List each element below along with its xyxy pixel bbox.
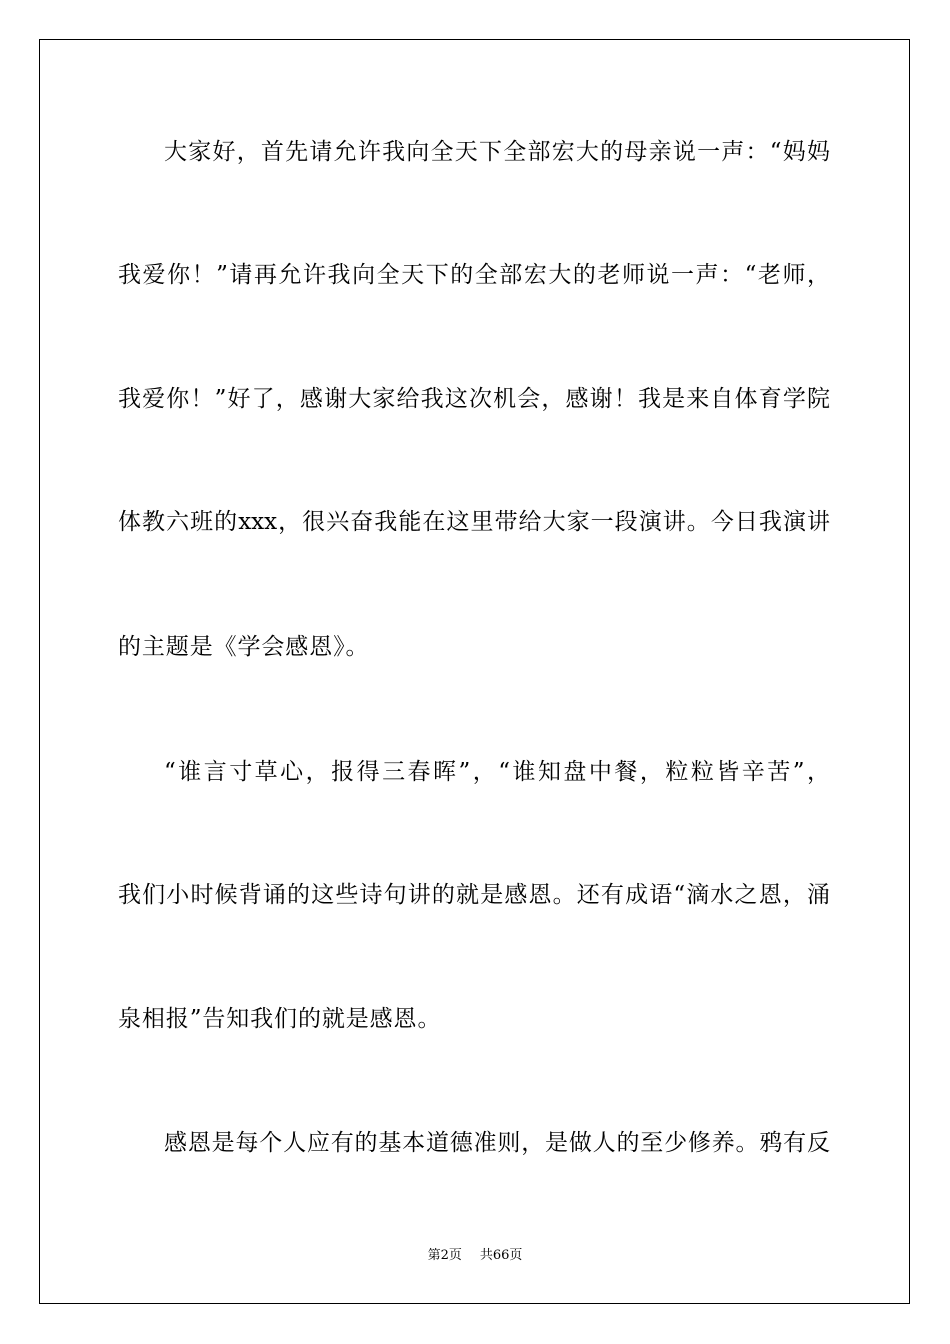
text-line-1: 大家好，首先请允许我向全天下全部宏大的母亲说一声：“妈妈 (164, 139, 830, 165)
page-footer (0, 1248, 950, 1264)
text-line-2: 我爱你！”请再允许我向全天下的全部宏大的老师说一声：“老师， (118, 262, 830, 288)
text-line-9: 感恩是每个人应有的基本道德准则，是做人的至少修养。鸦有反 (164, 1130, 830, 1156)
page-border (39, 39, 910, 1304)
text-line-3: 我爱你！”好了，感谢大家给我这次机会，感谢！我是来自体育学院 (118, 386, 830, 412)
total-pages: 共66页 (479, 1248, 523, 1263)
text-line-8: 泉相报”告知我们的就是感恩。 (118, 1006, 442, 1032)
text-line-5: 的主题是《学会感恩》。 (118, 634, 370, 660)
text-line-4: 体教六班的xxx，很兴奋我能在这里带给大家一段演讲。今日我演讲 (118, 509, 830, 535)
page-number: 第2页 (427, 1248, 462, 1263)
text-line-6: “谁言寸草心，报得三春晖”，“谁知盘中餐，粒粒皆辛苦”， (164, 759, 830, 785)
text-line-7: 我们小时候背诵的这些诗句讲的就是感恩。还有成语“滴水之恩，涌 (118, 882, 830, 908)
